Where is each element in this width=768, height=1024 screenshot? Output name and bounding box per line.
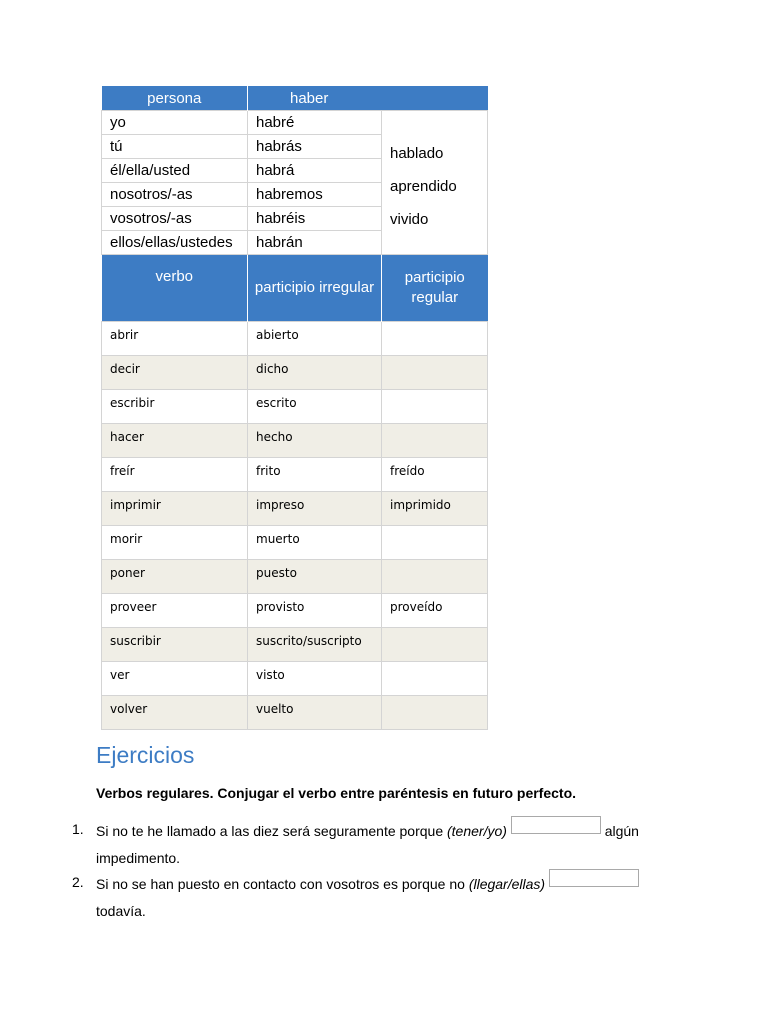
haber-cell: habremos xyxy=(248,183,382,207)
conjugation-table xyxy=(101,86,488,730)
persona-cell: vosotros/-as xyxy=(102,207,248,231)
header-verbo: verbo xyxy=(102,255,248,322)
exercise-number: 1. xyxy=(72,821,84,837)
verb-cell: decir xyxy=(102,356,248,390)
regular-participle-cell xyxy=(382,628,488,662)
irregular-participle-cell: escrito xyxy=(248,390,382,424)
participle-example: hablado xyxy=(390,145,444,162)
irregular-participle-cell: impreso xyxy=(248,492,382,526)
verb-cell: morir xyxy=(102,526,248,560)
regular-participle-cell xyxy=(382,424,488,458)
haber-cell: habréis xyxy=(248,207,382,231)
irregular-participle-cell: provisto xyxy=(248,594,382,628)
table-row xyxy=(102,662,488,696)
regular-participle-cell xyxy=(382,696,488,730)
haber-cell: habrá xyxy=(248,159,382,183)
verb-header-row xyxy=(102,255,488,322)
answer-input-1[interactable] xyxy=(511,816,601,834)
participle-example: aprendido xyxy=(390,178,457,195)
irregular-participle-cell: hecho xyxy=(248,424,382,458)
haber-cell: habré xyxy=(248,111,382,135)
table-row xyxy=(102,111,488,135)
exercise-text-before: Si no se han puesto en contacto con vosotros es porque no xyxy=(96,876,469,892)
exercise-item xyxy=(72,869,682,925)
table-row xyxy=(102,696,488,730)
verb-cell: ver xyxy=(102,662,248,696)
exercise-text-after: algún impedimento. xyxy=(96,823,639,866)
table-row xyxy=(102,526,488,560)
exercises-heading: Ejercicios xyxy=(96,742,195,768)
verb-cell: abrir xyxy=(102,322,248,356)
exercises-instruction: Verbos regulares. Conjugar el verbo entre paréntesis en futuro perfecto. xyxy=(96,785,577,801)
irregular-participle-cell: muerto xyxy=(248,526,382,560)
persona-cell: tú xyxy=(102,135,248,159)
haber-cell: habrán xyxy=(248,231,382,255)
exercise-item xyxy=(72,816,682,872)
irregular-participle-cell: puesto xyxy=(248,560,382,594)
verb-cell: imprimir xyxy=(102,492,248,526)
exercise-text-after: todavía. xyxy=(96,903,146,919)
persona-cell: ellos/ellas/ustedes xyxy=(102,231,248,255)
answer-input-2[interactable] xyxy=(549,869,639,887)
persona-cell: yo xyxy=(102,111,248,135)
verb-cell: poner xyxy=(102,560,248,594)
table-row xyxy=(102,424,488,458)
verb-cell: proveer xyxy=(102,594,248,628)
regular-participle-cell xyxy=(382,662,488,696)
table-row xyxy=(102,594,488,628)
irregular-participle-cell: abierto xyxy=(248,322,382,356)
exercise-hint: (tener/yo) xyxy=(447,823,507,839)
haber-header-row xyxy=(102,86,488,111)
table-row xyxy=(102,322,488,356)
table-row xyxy=(102,492,488,526)
header-haber: haber xyxy=(248,86,488,111)
persona-cell: nosotros/-as xyxy=(102,183,248,207)
header-participio-irregular: participio irregular xyxy=(248,255,382,322)
header-persona: persona xyxy=(102,86,248,111)
regular-participle-cell xyxy=(382,322,488,356)
table-row xyxy=(102,560,488,594)
regular-participle-cell xyxy=(382,526,488,560)
irregular-participle-cell: frito xyxy=(248,458,382,492)
table-row xyxy=(102,390,488,424)
regular-participle-cell: proveído xyxy=(382,594,488,628)
regular-participle-cell: imprimido xyxy=(382,492,488,526)
haber-cell: habrás xyxy=(248,135,382,159)
exercise-number: 2. xyxy=(72,874,84,890)
participles-cell xyxy=(382,111,488,255)
regular-participle-cell xyxy=(382,560,488,594)
regular-participle-cell: freído xyxy=(382,458,488,492)
verb-cell: escribir xyxy=(102,390,248,424)
exercise-hint: (llegar/ellas) xyxy=(468,876,546,892)
irregular-participle-cell: visto xyxy=(248,662,382,696)
irregular-participle-cell: suscrito/suscripto xyxy=(248,628,382,662)
table-row xyxy=(102,356,488,390)
verb-cell: hacer xyxy=(102,424,248,458)
participle-example: vivido xyxy=(390,211,429,228)
verb-cell: volver xyxy=(102,696,248,730)
irregular-participle-cell: dicho xyxy=(248,356,382,390)
exercise-text-before: Si no te he llamado a las diez será seguramente porque xyxy=(96,823,447,839)
irregular-participle-cell: vuelto xyxy=(248,696,382,730)
verb-cell: freír xyxy=(102,458,248,492)
table-row xyxy=(102,628,488,662)
persona-cell: él/ella/usted xyxy=(102,159,248,183)
table-row xyxy=(102,458,488,492)
regular-participle-cell xyxy=(382,390,488,424)
regular-participle-cell xyxy=(382,356,488,390)
verb-cell: suscribir xyxy=(102,628,248,662)
header-participio-regular: participio regular xyxy=(382,255,488,322)
